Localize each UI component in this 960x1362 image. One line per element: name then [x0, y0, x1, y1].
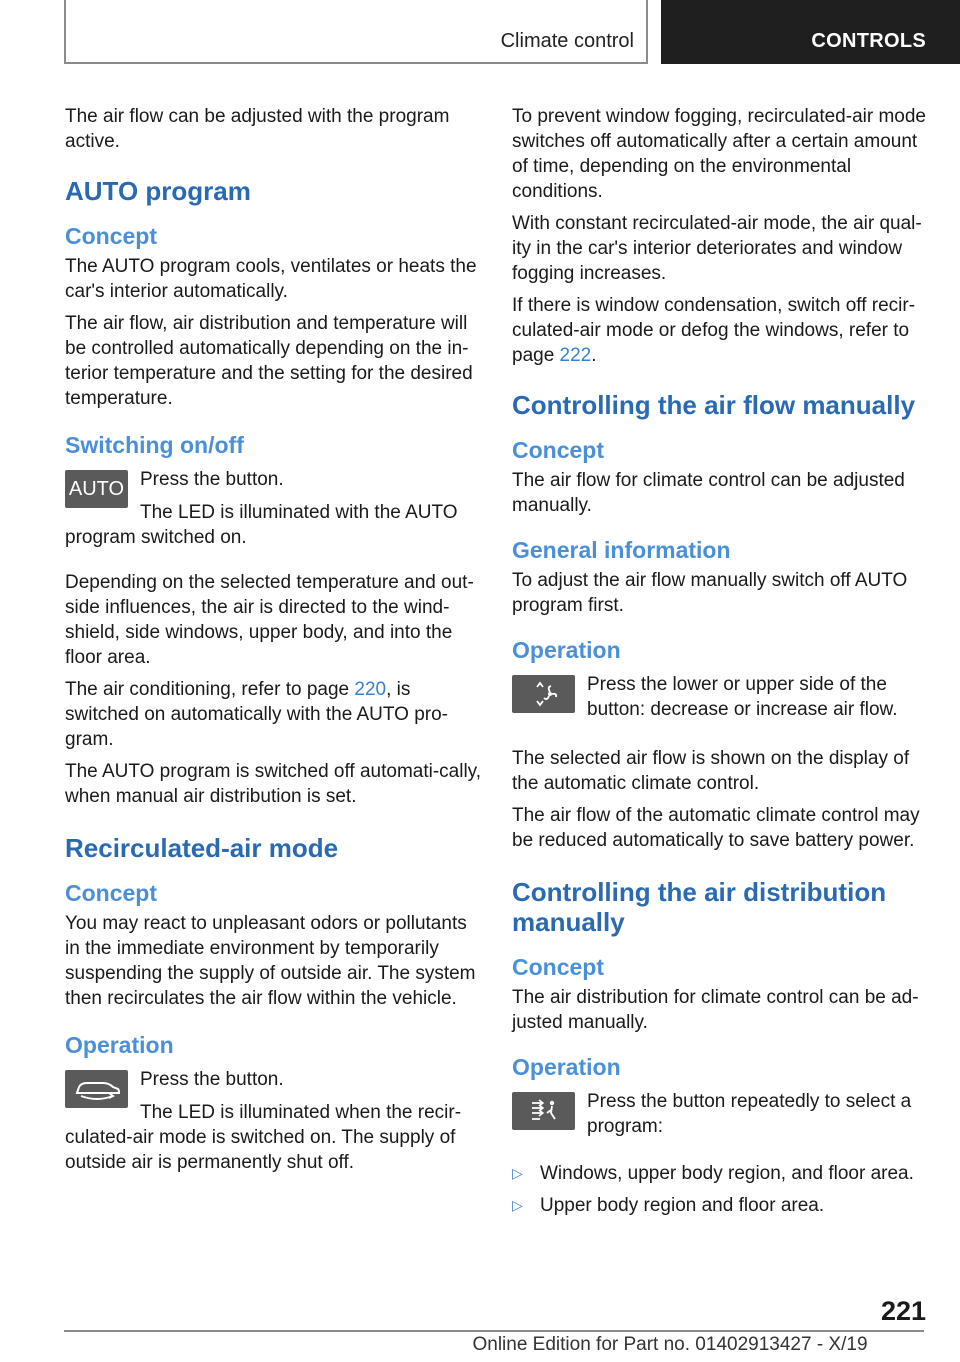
- section-title: Climate control: [500, 30, 634, 52]
- triangle-bullet-icon: ▷: [512, 1165, 523, 1181]
- recirc-op-text-2b: culated-air mode is switched on. The supply of outside air is permanently shut off.: [65, 1127, 456, 1173]
- chapter-tab-label: CONTROLS: [811, 30, 926, 52]
- auto-button-label: AUTO: [68, 477, 125, 500]
- page-220-link[interactable]: 220: [354, 679, 387, 700]
- recirc-concept-text: You may react to unpleasant odors or pollutants in the immediate environment by temporarily suspending the supply of outside air. The system then recirculates the air flow within the vehicle.: [65, 913, 476, 1009]
- fan-arrows-icon: [512, 675, 575, 713]
- right-column: [512, 104, 928, 1225]
- dist-operation-text: Press the button repeatedly to select a program:: [587, 1091, 912, 1137]
- air-distribution-icon: [512, 1092, 575, 1130]
- switch-text-2a: The LED is illuminated with the AUTO: [140, 502, 458, 523]
- dist-operation-heading: Operation: [512, 1054, 621, 1080]
- reduced-flow-text: The air flow of the automatic climate control may be reduced automatically to save battery power.: [512, 805, 920, 851]
- recirc-op-text-2a: The LED is illuminated when the recir-: [140, 1102, 462, 1123]
- general-info-heading: General information: [512, 537, 731, 563]
- air-distribution-heading: Controlling the air distribution manually: [512, 877, 887, 937]
- intro-text: The air flow can be adjusted with the program active.: [65, 106, 450, 152]
- list-item: ▷ Windows, upper body region, and floor area.: [512, 1163, 914, 1184]
- auto-button-row: [65, 467, 485, 531]
- auto-concept-heading: Concept: [65, 223, 157, 249]
- left-column: [65, 104, 485, 1182]
- depend-text: Depending on the selected temperature and out-side influences, the air is directed to the wind-shield, side windows, upper body, and into the floor area.: [65, 572, 474, 668]
- distribution-program-list: [512, 1161, 928, 1218]
- ac-text: The air conditioning, refer to page 220, is switched on automatically with the AUTO pro-gram.: [65, 679, 448, 750]
- switch-text-2b: program switched on.: [65, 527, 247, 548]
- header-frame: [64, 0, 648, 64]
- switching-heading: Switching on/off: [65, 432, 244, 458]
- selected-flow-text: The selected air flow is shown on the display of the automatic climate control.: [512, 748, 910, 794]
- triangle-bullet-icon: ▷: [512, 1197, 523, 1213]
- auto-concept-text-1: The AUTO program cools, ventilates or heats the car's interior automatically.: [65, 256, 477, 302]
- auto-button-icon: [65, 470, 128, 508]
- auto-concept-text-2: The air flow, air distribution and temperature will be controlled automatically depending on the in-terior temperature and the setting for the desired temperature.: [65, 313, 473, 409]
- auto-off-text: The AUTO program is switched off automati-cally, when manual air distribution is set.: [65, 761, 482, 807]
- general-info-text: To adjust the air flow manually switch off AUTO program first.: [512, 570, 908, 616]
- fog-text: To prevent window fogging, recirculated-air mode switches off automatically after a certain amount of time, depending on the environmental conditions.: [512, 106, 926, 202]
- constant-text: With constant recirculated-air mode, the air qual-ity in the car's interior deteriorates and window fogging increases.: [512, 213, 922, 284]
- condensation-text: If there is window condensation, switch off recir-culated-air mode or defog the windows, refer to page 222.: [512, 295, 916, 366]
- footer-divider: [64, 1330, 924, 1332]
- air-flow-heading: Controlling the air flow manually: [512, 390, 916, 420]
- footer-edition: Online Edition for Part no. 01402913427 - X/19: [472, 1334, 868, 1355]
- auto-program-heading: AUTO program: [65, 176, 251, 206]
- fan-button-row: [512, 672, 928, 736]
- chapter-tab: [661, 0, 960, 64]
- switch-text-1: Press the button.: [140, 469, 284, 490]
- flow-operation-text: Press the lower or upper side of the button: decrease or increase air flow.: [587, 674, 898, 720]
- recirculation-car-icon: [65, 1070, 128, 1108]
- dist-concept-heading: Concept: [512, 954, 604, 980]
- flow-concept-heading: Concept: [512, 437, 604, 463]
- page-222-link[interactable]: 222: [559, 345, 592, 366]
- list-item: ▷ Upper body region and floor area.: [512, 1195, 825, 1216]
- page-number: 221: [880, 1296, 926, 1326]
- recirc-concept-heading: Concept: [65, 880, 157, 906]
- recirc-op-text-1: Press the button.: [140, 1069, 284, 1090]
- recirc-heading: Recirculated-air mode: [65, 833, 339, 863]
- recirc-operation-heading: Operation: [65, 1032, 174, 1058]
- flow-concept-text: The air flow for climate control can be adjusted manually.: [512, 470, 905, 516]
- recirc-button-row: [65, 1067, 485, 1131]
- flow-operation-heading: Operation: [512, 637, 621, 663]
- distribution-button-row: [512, 1089, 928, 1153]
- dist-concept-text: The air distribution for climate control can be ad-justed manually.: [512, 987, 919, 1033]
